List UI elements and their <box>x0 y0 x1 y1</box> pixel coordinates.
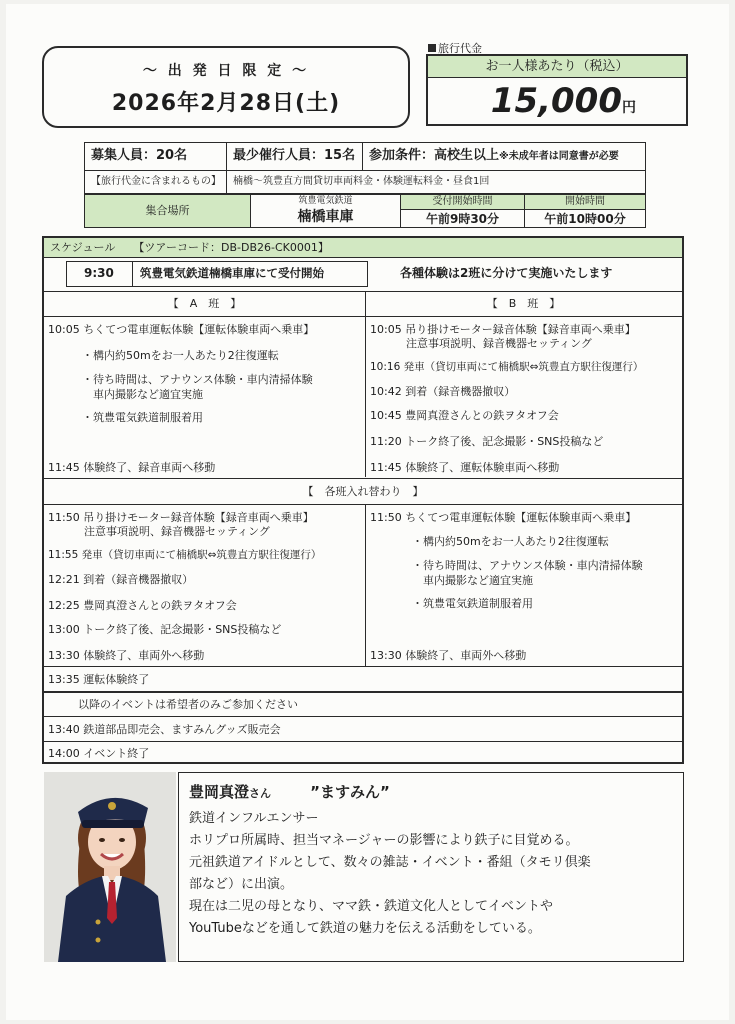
end-driving: 13:35 運転体験終了 <box>48 673 150 686</box>
profile-line-2: 元祖鉄道アイドルとして、数々の雑誌・イベント・番組（タモリ倶楽 <box>189 855 591 870</box>
profile-name <box>189 783 271 801</box>
date-box <box>42 46 410 128</box>
a1-line-4: ・筑豊電気鉄道制服着用 <box>82 411 203 424</box>
meeting-place-name: 楠橋車庫 <box>297 209 354 225</box>
a1-line-3: 車内撮影など適宜実施 <box>82 388 203 401</box>
price-value <box>428 78 686 131</box>
event-end: 14:00 イベント終了 <box>48 747 150 760</box>
limited-label: ～ 出 発 日 限 定 ～ <box>142 63 310 79</box>
a2-line-2: 11:55 発車（貸切車両にて楠橋駅⇔筑豊直方駅往復運行） <box>48 549 322 561</box>
profile-line-0: 鉄道インフルエンサー <box>189 811 319 826</box>
b1-line-2: 10:16 発車（貸切車両にて楠橋駅⇔筑豊直方駅往復運行） <box>370 361 644 373</box>
b2-line-4: ・筑豊電気鉄道制服着用 <box>412 597 533 610</box>
swap-title: 【 各班入れ替わり 】 <box>302 485 424 498</box>
a2-line-1: 注意事項説明、録音機器セッティング <box>84 525 270 538</box>
profile-honorific: さん <box>249 787 272 800</box>
profile-line-3: 部など）に出演。 <box>189 877 294 892</box>
departure-date: 2026年2月28日(土) <box>111 91 341 116</box>
includes-text: 楠橋～筑豊直方間貸切車両料金・体験運転料金・昼食1回 <box>233 176 490 187</box>
condition-text: 参加条件：高校生以上 <box>369 148 500 163</box>
meeting-table <box>84 194 646 228</box>
price-label: 旅行代金 <box>428 40 482 56</box>
meeting-place-label: 集合場所 <box>85 195 251 227</box>
b2-line-1: ・構内約50mをお一人あたり2往復運転 <box>412 535 609 548</box>
b1-line-5: 11:20 トーク終了後、記念撮影・SNS投稿など <box>370 435 604 448</box>
start-value: 午前10時00分 <box>544 212 626 226</box>
start-label: 開始時間 <box>525 195 645 210</box>
a2-line-0: 11:50 吊り掛けモーター録音体験【録音車両へ乗車】 <box>48 511 314 524</box>
price-per-person: お一人様あたり（税込） <box>428 56 686 78</box>
profile-name-text: 豊岡真澄 <box>189 783 250 801</box>
a2-line-6: 13:30 体験終了、車両外へ移動 <box>48 649 205 662</box>
participation-condition <box>363 143 645 170</box>
start-time <box>525 195 645 227</box>
schedule-table <box>42 236 684 764</box>
meeting-place <box>251 195 401 227</box>
group-a-title: 【 A 班 】 <box>167 297 242 310</box>
a1-line-0: 10:05 ちくてつ電車運転体験【運転体験車両へ乗車】 <box>48 323 315 336</box>
profile-photo <box>44 772 176 962</box>
b1-line-1: 注意事項説明、録音機器セッティング <box>406 337 592 350</box>
b2-line-5: 13:30 体験終了、車両外へ移動 <box>370 649 527 662</box>
b2-line-3: 車内撮影など適宜実施 <box>412 574 533 587</box>
info-row-requirements <box>85 143 645 171</box>
b2-line-2: ・待ち時間は、アナウンス体験・車内清掃体験 <box>412 559 643 572</box>
schedule-title: スケジュール <box>50 241 116 254</box>
price-unit: 円 <box>622 100 636 116</box>
optional-note: 以降のイベントは希望者のみご参加ください <box>78 698 298 711</box>
sale-event: 13:40 鉄道部品即売会、ますみんグッズ販売会 <box>48 723 281 736</box>
tour-code: 【ツアーコード：DB-DB26-CK0001】 <box>133 241 329 254</box>
profile-line-5: YouTubeなどを通して鉄道の魅力を伝える活動をしている。 <box>189 921 541 936</box>
a2-line-4: 12:25 豊岡真澄さんとの鉄ヲタオフ会 <box>48 599 237 612</box>
reception-time <box>401 195 525 227</box>
schedule-header <box>44 238 682 258</box>
capacity: 募集人員：20名 <box>85 143 227 170</box>
meeting-place-small: 筑豊電気鉄道 <box>298 196 353 206</box>
person-illustration <box>44 772 176 962</box>
a1-line-2: ・待ち時間は、アナウンス体験・車内清掃体験 <box>82 373 313 386</box>
reception-value: 午前9時30分 <box>425 212 500 226</box>
a2-line-5: 13:00 トーク終了後、記念撮影・SNS投稿など <box>48 623 282 636</box>
price-amount: 15,000 <box>490 81 622 121</box>
a1-line-5: 11:45 体験終了、録音車両へ移動 <box>48 461 216 474</box>
b1-line-6: 11:45 体験終了、運転体験車両へ移動 <box>370 461 560 474</box>
reception-label: 受付開始時間 <box>401 195 524 210</box>
b1-line-3: 10:42 到着（録音機器撤収） <box>370 385 516 398</box>
condition-note: ※未成年者は同意書が必要 <box>499 151 619 162</box>
first-note: 各種体験は2班に分けて実施いたします <box>400 266 613 280</box>
first-text: 筑豊電気鉄道楠橋車庫にて受付開始 <box>140 266 324 280</box>
group-b-title: 【 B 班 】 <box>486 297 561 310</box>
b1-line-0: 10:05 吊り掛けモーター録音体験【録音車両へ乗車】 <box>370 323 636 336</box>
a2-line-3: 12:21 到着（録音機器撤収） <box>48 573 194 586</box>
minimum-participants: 最少催行人員：15名 <box>227 143 363 170</box>
includes-label: 【旅行代金に含まれるもの】 <box>85 171 227 193</box>
price-box <box>426 54 688 126</box>
b2-line-0: 11:50 ちくてつ電車運転体験【運転体験車両へ乗車】 <box>370 511 637 524</box>
profile-box <box>178 772 684 962</box>
profile-line-1: ホリプロ所属時、担当マネージャーの影響により鉄子に目覚める。 <box>189 833 579 848</box>
a1-line-1: ・構内約50mをお一人あたり2往復運転 <box>82 349 279 362</box>
profile-line-4: 現在は二児の母となり、ママ鉄・鉄道文化人としてイベントや <box>189 899 554 914</box>
info-row-includes <box>85 171 645 193</box>
profile-nickname: ”ますみん” <box>310 783 390 801</box>
b1-line-4: 10:45 豊岡真澄さんとの鉄ヲタオフ会 <box>370 409 559 422</box>
first-time: 9:30 <box>84 266 114 280</box>
info-table <box>84 142 646 194</box>
